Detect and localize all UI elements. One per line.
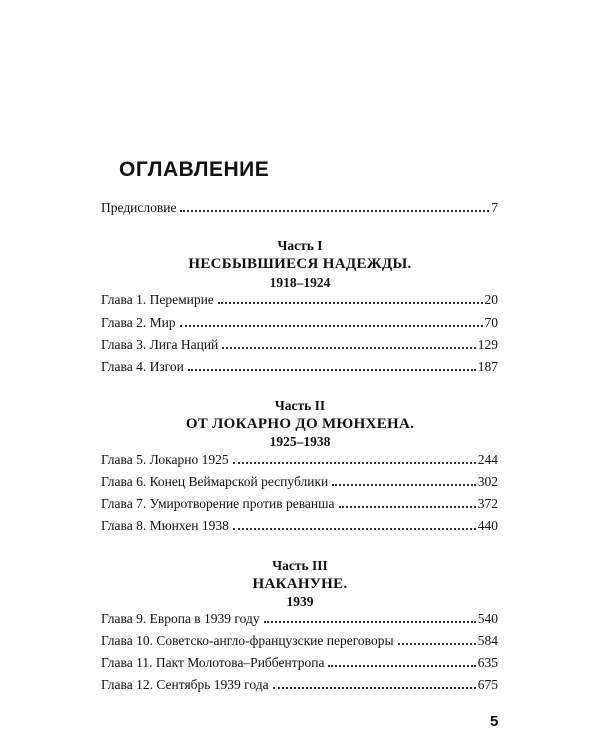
toc-entry-chapter-7 — [101, 495, 498, 513]
dot-leader — [233, 462, 476, 464]
toc-entry-page: 635 — [477, 655, 498, 670]
toc-entry-page: 244 — [477, 452, 498, 467]
toc-entry-label: Глава 12. Сентябрь 1939 года — [101, 677, 269, 692]
dot-leader — [222, 347, 475, 349]
dot-leader — [218, 302, 483, 304]
part-1-years: 1918–1924 — [269, 275, 331, 290]
toc-entry-label: Глава 7. Умиротворение против реванша — [101, 496, 335, 511]
part-1-title: НЕСБЫВШИЕСЯ НАДЕЖДЫ. — [188, 256, 412, 272]
toc-entry-page: 7 — [491, 200, 498, 215]
toc-entry-label: Глава 1. Перемирие — [101, 292, 214, 307]
part-2-title: ОТ ЛОКАРНО ДО МЮНХЕНА. — [185, 416, 415, 432]
dot-leader — [332, 484, 475, 486]
dot-leader — [233, 528, 476, 530]
part-2-label: Часть II — [274, 398, 326, 413]
toc-entry-label: Глава 5. Локарно 1925 — [101, 452, 229, 467]
toc-entry-page: 440 — [477, 518, 498, 533]
toc-entry-label: Предисловие — [101, 200, 177, 215]
toc-entry-preface — [101, 199, 498, 217]
part-3-years: 1939 — [286, 594, 314, 609]
toc-entry-chapter-11 — [101, 654, 498, 672]
dot-leader — [188, 369, 476, 371]
toc-entry-page: 70 — [484, 315, 498, 330]
toc-entry-label: Глава 6. Конец Веймарской республики — [101, 474, 329, 489]
toc-entry-chapter-3 — [101, 336, 498, 354]
toc-entry-chapter-5 — [101, 451, 498, 469]
toc-entry-page: 187 — [477, 359, 498, 374]
toc-entry-chapter-1 — [101, 291, 498, 309]
toc-entry-chapter-8 — [101, 517, 498, 535]
part-1-label: Часть I — [277, 238, 323, 253]
toc-entry-page: 129 — [477, 337, 498, 352]
toc-entry-page: 20 — [484, 292, 498, 307]
toc-entry-chapter-12 — [101, 676, 498, 694]
toc-entry-chapter-10 — [101, 632, 498, 650]
toc-entry-label: Глава 2. Мир — [101, 315, 176, 330]
toc-entry-page: 372 — [477, 496, 498, 511]
toc-entry-page: 675 — [477, 677, 498, 692]
toc-entry-chapter-9 — [101, 610, 498, 628]
toc-entry-chapter-6 — [101, 473, 498, 491]
page-number: 5 — [490, 713, 499, 730]
part-3-title: НАКАНУНЕ. — [252, 576, 348, 592]
dot-leader — [180, 210, 489, 212]
part-2-years: 1925–1938 — [269, 434, 331, 449]
dot-leader — [264, 621, 476, 623]
dot-leader — [339, 506, 476, 508]
dot-leader — [180, 325, 483, 327]
toc-entry-page: 584 — [477, 633, 498, 648]
toc-entry-label: Глава 8. Мюнхен 1938 — [101, 518, 229, 533]
toc-entry-chapter-4 — [101, 358, 498, 376]
part-3-label: Часть III — [272, 558, 328, 573]
toc-entry-label: Глава 3. Лига Наций — [101, 337, 219, 352]
toc-entry-label: Глава 10. Советско-англо-французские переговоры — [101, 633, 394, 648]
toc-entry-label: Глава 11. Пакт Молотова–Риббентропа — [101, 655, 325, 670]
toc-entry-label: Глава 9. Европа в 1939 году — [101, 611, 260, 626]
dot-leader — [273, 687, 476, 689]
toc-entry-chapter-2 — [101, 314, 498, 332]
toc-entry-page: 302 — [477, 474, 498, 489]
dot-leader — [328, 665, 475, 667]
dot-leader — [398, 643, 476, 645]
page-title: ОГЛАВЛЕНИЕ — [119, 158, 270, 181]
toc-entry-page: 540 — [477, 611, 498, 626]
toc-entry-label: Глава 4. Изгои — [101, 359, 184, 374]
